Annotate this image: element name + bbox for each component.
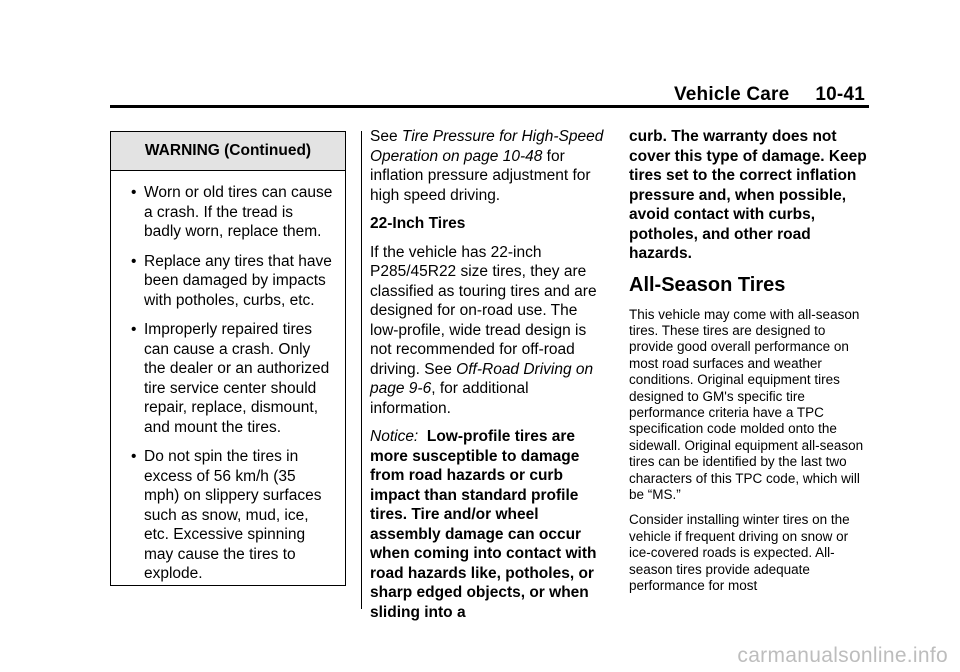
page-header bbox=[674, 84, 865, 106]
notice-continued: curb. The warranty does not cover this type of damage. Keep tires set to the correct inflation pressure and, when possible, avoid contact with curbs, potholes, and other road hazards. bbox=[629, 128, 867, 262]
bullet-icon: • bbox=[131, 252, 137, 270]
page-number: 10-41 bbox=[815, 84, 865, 105]
warning-item: • Improperly repaired tires can cause a crash. Only the dealer or an authorized tire service center should repair, replace, dismount, and mount the tires. bbox=[131, 321, 330, 436]
warning-title: WARNING (Continued) bbox=[111, 132, 345, 171]
tires-22-paragraph: If the vehicle has 22-inch P285/45R22 size tires, they are classified as touring tires and are designed for on-road use. The low-profile, wide tread design is not recommended for off-road driving. See Off-Road Driving on page 9-6, for additional information. bbox=[370, 243, 597, 417]
section-title: Vehicle Care bbox=[673, 84, 790, 105]
warning-item: • Do not spin the tires in excess of 56 km/h (35 mph) on slippery surfaces such as snow, mud, ice, etc. Excessive spinning may cause the tires to explode. bbox=[131, 448, 322, 582]
high-speed-paragraph: See Tire Pressure for High-Speed Operation on page 10-48 for inflation pressure adjustment for high speed driving. bbox=[370, 128, 604, 204]
bullet-icon: • bbox=[131, 184, 137, 201]
column-right bbox=[629, 127, 869, 603]
notice-label: Notice: bbox=[370, 428, 419, 445]
warning-box bbox=[110, 131, 346, 586]
all-season-paragraph-1: This vehicle may come with all-season tires. These tires are designed to provide good overall performance on most road surfaces and weather conditions. Original equipment tires designed to GM's specific tire performance criteria have a TPC specification code molded onto the sidewall. Original equipment all-season tires can be identified by the last two characters of this TPC code, which will be “MS.” bbox=[629, 306, 864, 502]
subheading-22-inch: 22-Inch Tires bbox=[370, 215, 466, 232]
header-rule bbox=[110, 105, 869, 108]
bullet-icon: • bbox=[131, 448, 137, 465]
notice-paragraph: Notice: Low-profile tires are more susceptible to damage from road hazards or curb impact than standard profile tires. Tire and/or wheel assembly damage can occur when coming into contact with road hazards like, potholes, or sharp edged objects, or when sliding into a bbox=[370, 428, 597, 621]
bullet-icon: • bbox=[131, 321, 137, 338]
section-heading: All-Season Tires bbox=[629, 273, 786, 296]
column-divider bbox=[361, 131, 362, 609]
warning-item: • Replace any tires that have been damaged by impacts with potholes, curbs, etc. bbox=[131, 252, 332, 309]
all-season-paragraph-2: Consider installing winter tires on the vehicle if frequent driving on snow or ice-covered roads is expected. All-season tires provide adequate performance for most bbox=[629, 512, 850, 593]
warning-list bbox=[111, 171, 345, 584]
warning-item: • Worn or old tires can cause a crash. If the tread is badly worn, replace them. bbox=[131, 184, 333, 240]
xref-link[interactable]: Tire Pressure for High-Speed Operation on page 10-48 bbox=[370, 128, 604, 165]
column-middle bbox=[370, 127, 610, 631]
xref-link[interactable]: Off-Road Driving on page 9-6 bbox=[370, 360, 594, 397]
watermark: carmanualsonline.info bbox=[737, 644, 948, 667]
